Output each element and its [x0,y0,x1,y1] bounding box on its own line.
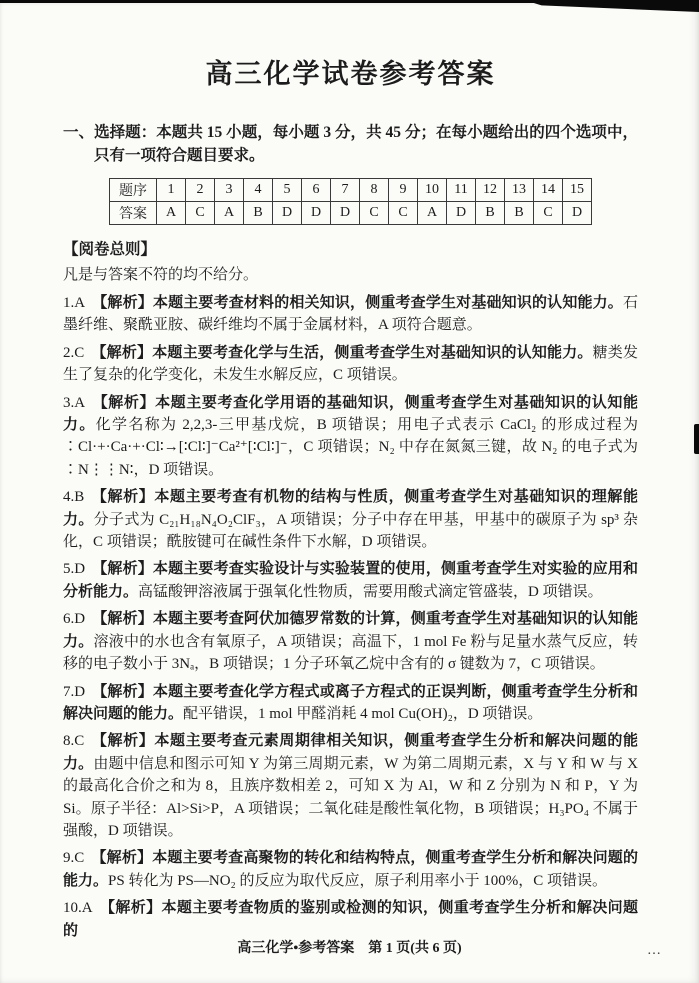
item-summary: 【解析】本题主要考查化学方程式或离子方程式的正误判断，侧重考查学生分析和解决问题的能力。 [63,683,638,722]
explanation-item-10 [63,897,638,942]
item-summary: 【解析】本题主要考查高聚物的转化和结构特点，侧重考查学生分析和解决问题的能力。 [63,850,638,889]
explanation-item-7 [63,681,638,726]
explanation-item-6 [63,608,638,675]
explanation-item-4 [63,486,638,553]
page-content [63,52,638,947]
explanation-item-2 [63,342,638,387]
question-number-cell: 8 [360,179,389,202]
grading-rules-note: 凡是与答案不符的均不给分。 [63,267,259,283]
explanation-item-9 [63,847,638,892]
answer-cell: C [186,202,215,225]
item-number: 9.C [63,850,85,867]
item-summary: 【解析】本题主要考查阿伏加德罗常数的计算，侧重考查学生对基础知识的认知能力。 [63,611,638,650]
scan-artifact-dots: … [647,943,661,958]
item-number: 4.B [63,489,85,506]
item-summary: 【解析】本题主要考查物质的鉴别或检测的知识，侧重考查学生分析和解决问题的 [63,900,638,939]
question-number-cell: 6 [302,179,331,202]
answer-cell: A [215,202,244,225]
item-number: 3.A [63,394,86,411]
question-number-cell: 7 [331,179,360,202]
scan-artifact-corner-mark [524,0,699,12]
question-number-cell: 14 [534,179,563,202]
item-detail: 糖类发生了复杂的化学变化，未发生水解反应，C 项错误。 [63,344,638,384]
question-number-cell: 15 [563,179,592,202]
answer-cell: D [302,202,331,225]
answer-cell: D [273,202,302,225]
item-detail: 高锰酸钾溶液属于强氧化性物质，需要用酸式滴定管盛装，D 项错误。 [138,583,603,600]
item-number: 8.C [63,733,85,750]
answer-cell: C [534,202,563,225]
answer-cell: A [157,202,186,225]
item-detail: 由题中信息和图示可知 Y 为第三周期元素，W 为第二周期元素，X 与 Y 和 W 与 X 的最高化合价之和为 8，且族序数相差 2，可知 X 为 Al，W 和 Z 分别为 N 和 P，Y 为 Si。原子半径：Al>Si>P，A 项错误；二氧化硅是酸性氧化物，B 项错误；H₃PO₄ 不属于强酸，D 项错误。 [63,755,638,839]
answer-cell: B [244,202,273,225]
item-detail: 化学名称为 2,2,3-三甲基戊烷，B 项错误；用电子式表示 CaCl₂ 的形成过程为 ∶Cl·+·Ca·+·Cl∶→[∶Cl∶]⁻Ca²⁺[∶Cl∶]⁻，C 项错误；N₂ 中存在氮氮三键，故 N₂ 的电子式为 ∶N⋮⋮N∶，D 项错误。 [63,417,638,478]
item-number: 1.A [63,295,86,311]
item-detail: 分子式为 C₂₁H₁₈N₄O₂ClF₃，A 项错误；分子中存在甲基，甲基中的碳原子为 sp³ 杂化，C 项错误；酰胺键可在碱性条件下水解，D 项错误。 [63,511,638,551]
explanation-item-1 [63,292,638,337]
item-detail: 配平错误，1 mol 甲醛消耗 4 mol Cu(OH)₂，D 项错误。 [183,705,543,722]
section-intro: 一、选择题：本题共 15 小题，每小题 3 分，共 45 分；在每小题给出的四个选项中，只有一项符合题目要求。 [63,124,638,164]
answer-cell: D [447,202,476,225]
item-number: 10.A [63,900,93,917]
item-detail: 石墨纤维、聚酰亚胺、碳纤维均不属于金属材料，A 项符合题意。 [63,295,638,334]
answer-cell: C [389,202,418,225]
question-number-cell: 10 [418,179,447,202]
answer-table-answer-row [110,202,592,225]
question-number-cell: 4 [244,179,273,202]
answer-cell: C [360,202,389,225]
item-number: 6.D [63,611,86,628]
item-number: 2.C [63,344,85,361]
item-summary: 【解析】本题主要考查有机物的结构与性质，侧重考查学生对基础知识的理解能力。 [63,489,638,528]
item-summary: 【解析】本题主要考查材料的相关知识，侧重考查学生对基础知识的认知能力。 [92,295,623,311]
answer-cell: D [331,202,360,225]
explanation-item-5 [63,558,638,603]
item-detail: PS 转化为 PS—NO₂ 的反应为取代反应，原子利用率小于 100%，C 项错误。 [108,872,608,889]
grading-rules-header: 【阅卷总则】 [63,241,157,258]
item-summary: 【解析】本题主要考查元素周期律相关知识，侧重考查学生分析和解决问题的能力。 [63,733,638,772]
table-label-cell: 答案 [110,202,157,225]
answer-cell: B [505,202,534,225]
item-summary: 【解析】本题主要考查化学与生活，侧重考查学生对基础知识的认知能力。 [91,344,593,361]
question-number-cell: 2 [186,179,215,202]
item-detail: 溶液中的水也含有氧原子，A 项错误；高温下，1 mol Fe 粉与足量水蒸气反应，转移的电子数小于 3Nₐ，B 项错误；1 分子环氧乙烷中含有的 σ 键数为 7，C 项错误。 [63,633,638,673]
question-number-cell: 3 [215,179,244,202]
table-label-cell: 题序 [110,179,157,202]
item-summary: 【解析】本题主要考查实验设计与实验装置的使用，侧重考查学生对实验的应用和分析能力。 [63,561,638,600]
answer-cell: D [563,202,592,225]
question-number-cell: 11 [447,179,476,202]
question-number-cell: 13 [505,179,534,202]
item-summary: 【解析】本题主要考查化学用语的基础知识，侧重考查学生对基础知识的认知能力。 [63,394,638,434]
scan-artifact-right-mark [694,424,699,454]
question-number-cell: 9 [389,179,418,202]
item-number: 5.D [63,561,86,578]
explanation-item-8 [63,730,638,842]
question-number-cell: 1 [157,179,186,202]
answer-table [109,178,592,225]
answer-cell: A [418,202,447,225]
answer-table-number-row [110,179,592,202]
page-footer: 高三化学•参考答案 第 1 页(共 6 页) [237,941,462,956]
question-number-cell: 5 [273,179,302,202]
item-number: 7.D [63,683,86,700]
question-number-cell: 12 [476,179,505,202]
answer-cell: B [476,202,505,225]
page-title: 高三化学试卷参考答案 [205,59,496,89]
explanation-item-3 [63,392,638,482]
